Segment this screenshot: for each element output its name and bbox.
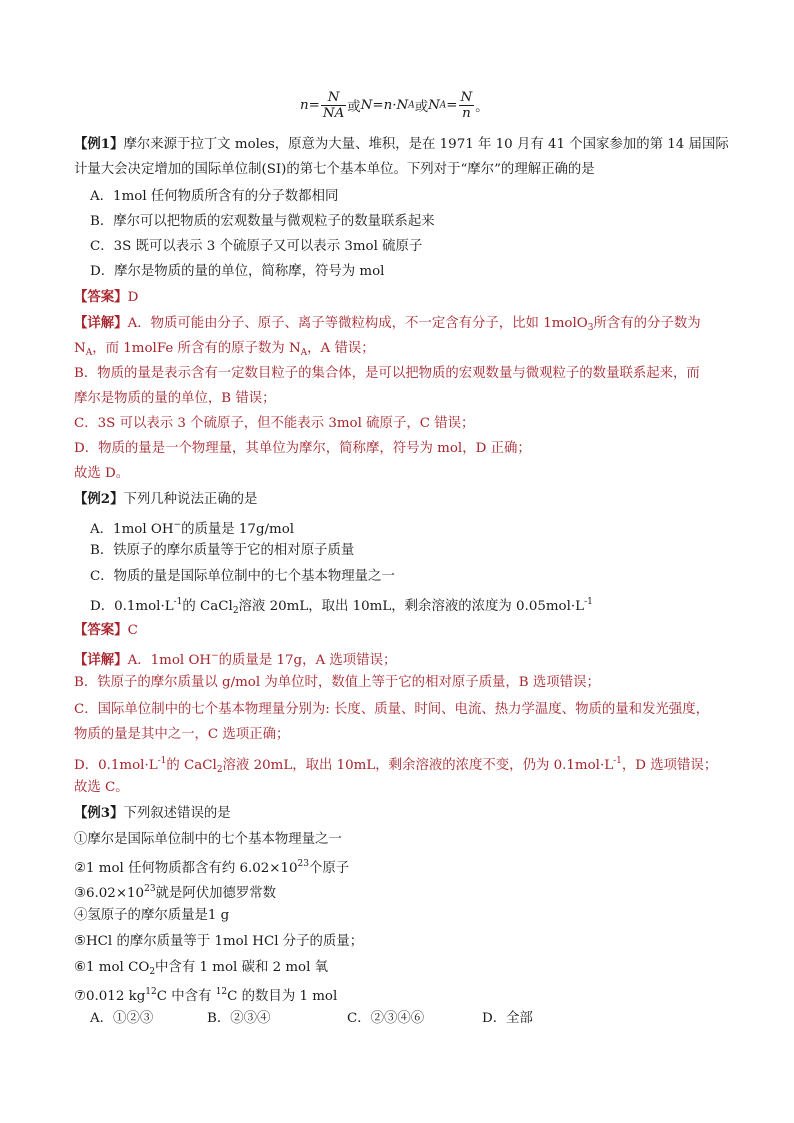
- ex2-question-text: 下列几种说法正确的是: [123, 492, 258, 507]
- ex1-question-line-1: [74, 132, 734, 157]
- detail-sub: A: [85, 348, 93, 358]
- statement-sup: 12: [215, 987, 228, 997]
- statement-text: ②1 mol 任何物质都含有约 6.02×10: [74, 861, 298, 876]
- ex3-statement-5: ⑤HCl 的摩尔质量等于 1mol HCl 分子的质量；: [74, 934, 364, 949]
- formula-na-left: N: [428, 98, 440, 113]
- ex1-detail-line-5: C．3S 可以表示 3 个硫原子，但不能表示 3mol 硫原子，C 错误；: [74, 416, 475, 431]
- ex3-statement-7: [74, 980, 734, 1009]
- detail-text: N: [74, 341, 86, 356]
- ex1-question-line-2: 计量大会决定增加的国际单位制(SI)的第七个基本单位。下列对于“摩尔”的理解正确的是: [74, 162, 595, 177]
- ex2-detail-line-1: [74, 644, 734, 673]
- formula-or: 或: [414, 100, 429, 115]
- ex3-question: [74, 801, 734, 826]
- detail-text: ，D 选项错误；: [621, 758, 718, 773]
- formula-end: 。: [475, 100, 489, 115]
- ex3-options: [90, 1006, 734, 1031]
- formula-mid-sub: A: [408, 100, 415, 111]
- ex1-option-b: B．摩尔可以把物质的宏观数量与微观粒子的数量联系起来: [90, 214, 435, 229]
- option-sup: −: [173, 520, 182, 530]
- statement-text: C 中含有: [156, 989, 216, 1004]
- statement-sup: 12: [145, 987, 157, 997]
- detail-tag: 【详解】: [74, 652, 128, 668]
- ex2-option-c: C．物质的量是国际单位制中的七个基本物理量之一: [90, 569, 395, 584]
- statement-sub: 2: [149, 967, 156, 977]
- detail-sup: -1: [157, 756, 167, 766]
- detail-text: A．1mol OH: [127, 653, 212, 668]
- ex1-option-a: A．1mol 任何物质所含有的分子数都相同: [90, 189, 339, 204]
- ex2-detail-line-6: 故选 C。: [74, 780, 129, 795]
- statement-text: 中含有 1 mol 碳和 2 mol 氧: [155, 960, 329, 975]
- formula-numerator: N: [460, 90, 473, 105]
- ex2-detail-line-3: C．国际单位制中的七个基本物理量分别为: 长度、质量、时间、电流、热力学温度、物质的量和发光强度，: [74, 702, 709, 717]
- ex1-question-text: 摩尔来源于拉丁文 moles，原意为大量、堆积，是在 1971 年 10 月有 41 个国家参加的第 14 届国际: [123, 137, 729, 152]
- option-sub: 2: [232, 606, 239, 616]
- detail-text: ，而 1molFe 所含有的原子数为 N: [92, 341, 301, 356]
- detail-sub: A: [300, 348, 308, 358]
- ex1-option-c: C．3S 既可以表示 3 个硫原子又可以表示 3mol 硫原子: [90, 239, 423, 254]
- option-text: A．1mol OH: [90, 522, 174, 537]
- formula-eq: =: [446, 98, 458, 113]
- ex3-statement-1: ①摩尔是国际单位制中的七个基本物理量之一: [74, 832, 342, 847]
- option-text: 溶液 20mL，取出 10mL，剩余溶液的浓度为 0.05mol·L: [238, 599, 585, 614]
- option-sup: -1: [584, 597, 593, 607]
- detail-text: 的质量是 17g，A 选项错误；: [218, 653, 397, 668]
- detail-text: 的 CaCl: [166, 758, 217, 773]
- detail-tag: 【详解】: [74, 315, 128, 331]
- ex1-detail-line-7: 故选 D。: [74, 466, 130, 481]
- detail-sub: 3: [587, 323, 594, 333]
- ex3-option-d: D．全部: [482, 1011, 533, 1026]
- statement-sup: 23: [297, 859, 309, 869]
- ex1-answer: [74, 285, 734, 310]
- ex3-question-text: 下列叙述错误的是: [123, 806, 231, 821]
- ex2-detail-line-4: 物质的量是其中之一，C 选项正确；: [74, 727, 290, 742]
- ex3-option-c: C．②③④⑥: [347, 1011, 425, 1026]
- option-text: 的质量是 17g/mol: [181, 522, 295, 537]
- ex3-option-a: A．①②③: [90, 1011, 154, 1026]
- mole-formula: [300, 90, 489, 124]
- answer-tag: 【答案】: [74, 622, 128, 638]
- ex3-statement-4: ④氢原子的摩尔质量是1 g: [74, 908, 230, 923]
- detail-text: 所含有的分子数为: [593, 316, 701, 331]
- formula-fraction-2: [459, 90, 475, 121]
- detail-text: A．物质可能由分子、原子、离子等微粒构成，不一定含有分子，比如 1molO: [127, 316, 588, 331]
- formula-denominator: n: [462, 106, 471, 121]
- detail-sup: -1: [613, 756, 622, 766]
- ex1-tag: 【例1】: [74, 136, 124, 152]
- statement-text: ⑦0.012 kg: [74, 989, 146, 1004]
- detail-text: 溶液 20mL，取出 10mL，剩余溶液的浓度不变，仍为 0.1mol·L: [222, 758, 614, 773]
- ex1-detail-line-6: D．物质的量是一个物理量，其单位为摩尔，简称摩，符号为 mol，D 正确；: [74, 441, 531, 456]
- ex1-detail-line-3: B．物质的量是表示含有一定数目粒子的集合体，是可以把物质的宏观数量与微观粒子的数量联系起来，而: [74, 366, 700, 381]
- formula-mid: N=n·N: [360, 98, 409, 113]
- ex2-option-b: B．铁原子的摩尔质量等于它的相对原子质量: [90, 543, 355, 558]
- statement-text: ⑥1 mol CO: [74, 960, 150, 975]
- option-sup: -1: [173, 597, 183, 607]
- option-text: D．0.1mol·L: [90, 599, 174, 614]
- formula-denominator: NA: [322, 106, 345, 121]
- ex3-statement-3: [74, 877, 734, 906]
- formula-eq: =: [308, 98, 320, 113]
- answer-value: C: [127, 623, 138, 638]
- ex1-option-d: D．摩尔是物质的量的单位，简称摩，符号为 mol: [90, 264, 385, 279]
- statement-text: C 的数目为 1 mol: [227, 989, 338, 1004]
- detail-sub: 2: [216, 765, 223, 775]
- ex2-answer: [74, 618, 734, 643]
- formula-na-left-sub: A: [439, 100, 447, 111]
- detail-text: ，A 错误；: [307, 341, 375, 356]
- formula-or: 或: [347, 100, 361, 115]
- answer-tag: 【答案】: [74, 289, 128, 305]
- statement-sup: 23: [144, 884, 156, 894]
- statement-text: ③6.02×10: [74, 886, 145, 901]
- formula-n: n: [300, 98, 309, 113]
- ex2-question: [74, 487, 734, 512]
- option-text: 的 CaCl: [182, 599, 233, 614]
- answer-value: D: [127, 290, 139, 305]
- statement-text: 就是阿伏加德罗常数: [155, 886, 277, 901]
- ex2-tag: 【例2】: [74, 491, 124, 507]
- ex3-option-b: B．②③④: [207, 1011, 271, 1026]
- ex1-detail-line-4: 摩尔是物质的量的单位，B 错误；: [74, 391, 276, 406]
- statement-text: 个原子: [309, 861, 350, 876]
- formula-fraction-1: [321, 90, 346, 121]
- ex2-detail-line-2: B．铁原子的摩尔质量以 g/mol 为单位时，数值上等于它的相对原子质量，B 选项错误；: [74, 675, 600, 690]
- formula-numerator: N: [321, 90, 346, 106]
- ex3-tag: 【例3】: [74, 805, 124, 821]
- detail-text: D．0.1mol·L: [74, 758, 158, 773]
- detail-sup: −: [211, 651, 219, 661]
